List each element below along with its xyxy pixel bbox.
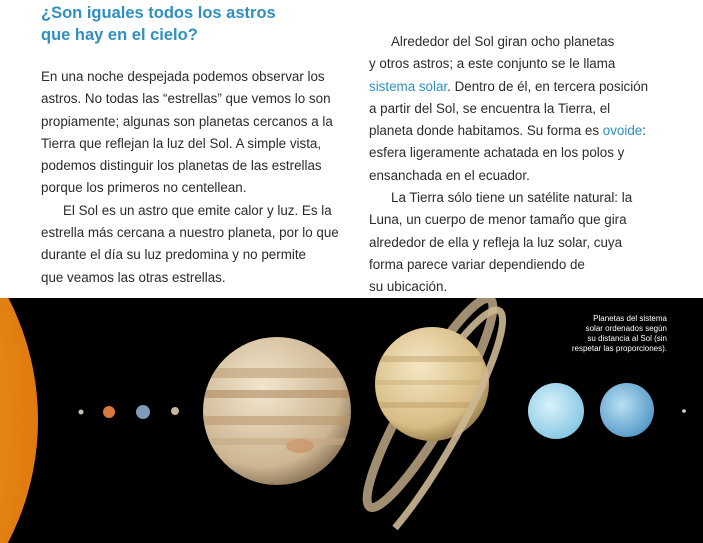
text-line: esfera ligeramente achatada en los polos y	[369, 145, 625, 161]
text-line: que veamos las otras estrellas.	[41, 269, 226, 285]
text-line: forma parece variar dependiendo de	[369, 256, 585, 272]
heading-line-2: que hay en el cielo?	[41, 26, 198, 44]
text-line	[369, 120, 669, 142]
text-line: su ubicación.	[369, 279, 448, 295]
neptune	[600, 383, 654, 437]
illustration-caption	[547, 314, 667, 354]
right-paragraph-2	[369, 187, 669, 298]
text-fragment: . Dentro de él, en tercera posición	[447, 78, 649, 94]
text-line: propiamente; algunas son planetas cercanos a la	[41, 113, 333, 129]
right-paragraph-1	[369, 31, 669, 187]
saturn	[351, 298, 509, 528]
left-column	[41, 66, 341, 289]
text-line: porque los primeros no centellean.	[41, 180, 247, 196]
text-line: alrededor de ella y refleja la luz solar, cuya	[369, 234, 623, 250]
section-heading	[41, 2, 341, 46]
mars	[171, 407, 179, 415]
left-paragraph-2	[41, 200, 341, 289]
text-line: a partir del Sol, se encuentra la Tierra, el	[369, 100, 611, 116]
text-line: astros. No todas las “estrellas” que vemos lo son	[41, 91, 331, 107]
caption-line: respetar las proporciones).	[571, 344, 667, 353]
term-sistema-solar: sistema solar	[369, 78, 448, 94]
text-line: podemos distinguir los planetas de las estrellas	[41, 158, 322, 174]
text-line: Tierra que reflejan la luz del Sol. A simple vista,	[41, 135, 322, 151]
text-line: estrella más cercana a nuestro planeta, por lo que	[41, 225, 339, 241]
venus	[103, 406, 115, 418]
mercury	[79, 410, 84, 415]
text-line: y otros astros; a este conjunto se le llama	[369, 56, 616, 72]
text-line: Alrededor del Sol giran ocho planetas	[391, 34, 615, 49]
text-line: durante el día su luz predomina y no permite	[41, 247, 306, 263]
text-fragment: planeta donde habitamos. Su forma es	[369, 123, 603, 139]
pluto	[682, 409, 686, 413]
text-line: Luna, un cuerpo de menor tamaño que gira	[369, 212, 627, 228]
caption-line: su distancia al Sol (sin	[587, 334, 667, 343]
caption-line: solar ordenados según	[585, 324, 667, 333]
left-paragraph-1	[41, 66, 341, 200]
text-fragment: :	[642, 123, 646, 139]
text-line: El Sol es un astro que emite calor y luz. Es la	[63, 202, 332, 218]
jupiter	[200, 337, 360, 485]
sun	[0, 298, 38, 543]
right-column	[369, 31, 669, 299]
text-line: La Tierra sólo tiene un satélite natural: la	[391, 190, 633, 206]
earth	[136, 405, 150, 419]
text-line	[369, 76, 669, 98]
text-line: En una noche despejada podemos observar los	[41, 69, 325, 84]
term-ovoide: ovoide	[602, 123, 643, 139]
heading-line-1: ¿Son iguales todos los astros	[41, 4, 276, 22]
uranus	[528, 383, 584, 439]
solar-system-illustration	[0, 298, 703, 543]
text-line: ensanchada en el ecuador.	[369, 167, 530, 183]
caption-line: Planetas del sistema	[593, 314, 667, 323]
